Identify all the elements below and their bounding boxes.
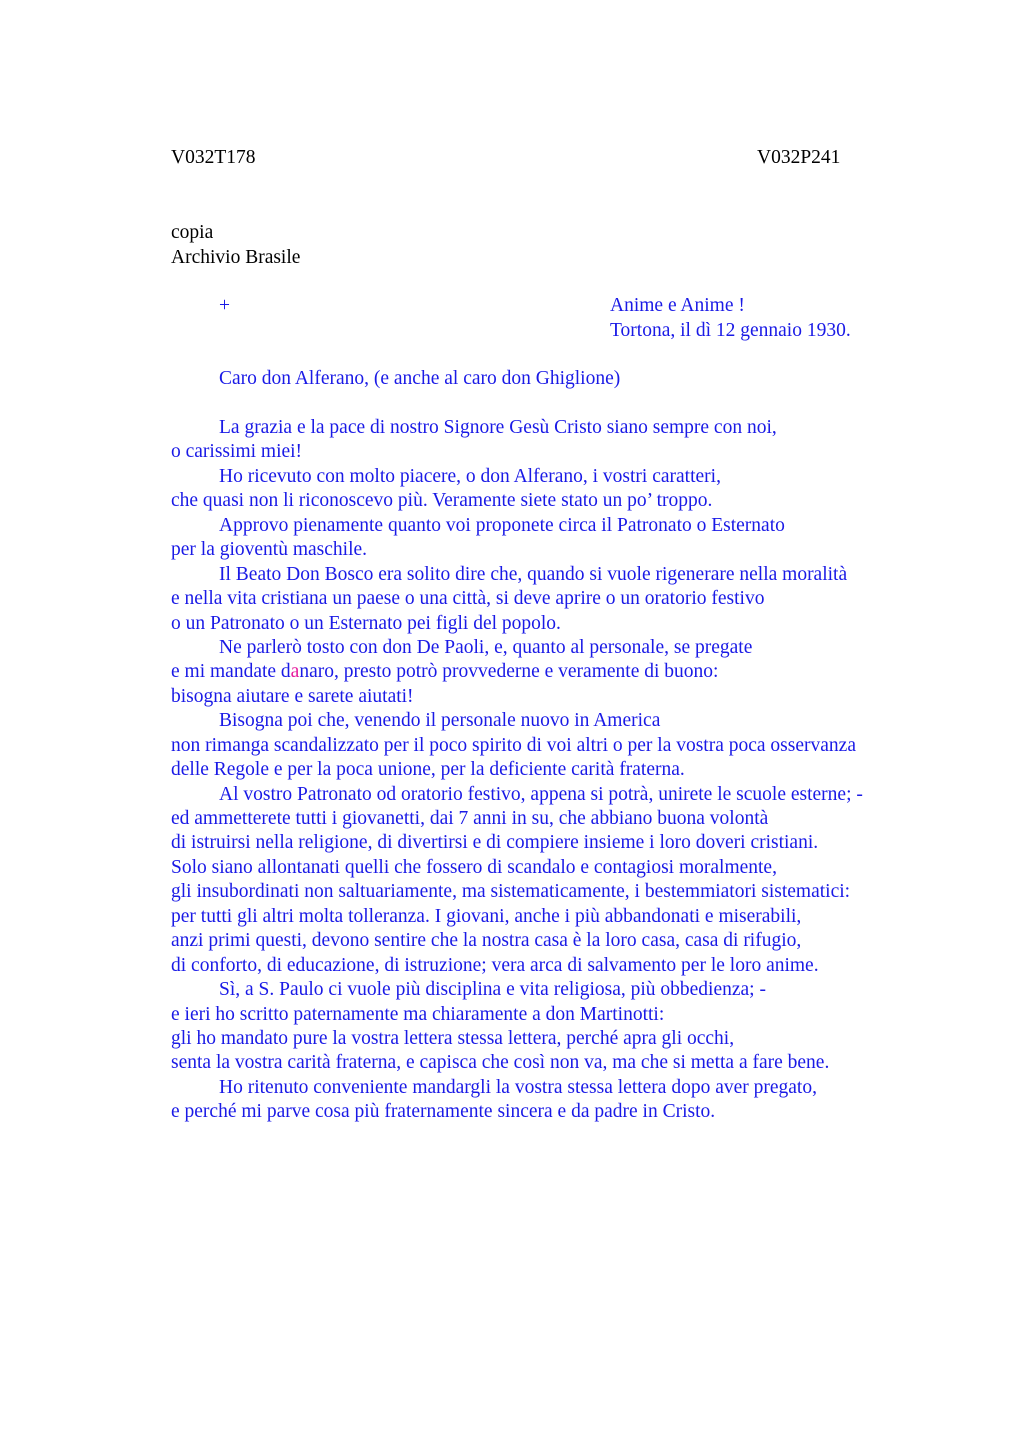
- text-line: che quasi non li riconoscevo più. Veramente siete stato un po’ troppo.: [171, 490, 713, 512]
- text-line: gli insubordinati non saltuariamente, ma sistematicamente, i bestemmiatori sistematici:: [171, 881, 851, 903]
- letter-body: [171, 416, 931, 1125]
- archive-location: Archivio Brasile: [171, 246, 301, 268]
- text-line: Al vostro Patronato od oratorio festivo, appena si potrà, unirete le scuole esterne; -: [219, 783, 863, 805]
- document-code-right: V032P241: [757, 147, 841, 168]
- text-line: Solo siano allontanati quelli che fossero di scandalo e contagiosi moralmente,: [171, 856, 777, 878]
- text-segment: naro, presto potrò provvederne e veramente di buono:: [299, 661, 719, 683]
- text-line: senta la vostra carità fraterna, e capisca che così non va, ma che si metta a fare bene.: [171, 1052, 830, 1074]
- text-line: di istruirsi nella religione, di divertirsi e di compiere insieme i loro doveri cristiani.: [171, 832, 819, 854]
- text-line: e nella vita cristiana un paese o una città, si deve aprire o un oratorio festivo: [171, 588, 765, 610]
- text-line: ed ammetterete tutti i giovanetti, dai 7 anni in su, che abbiano buona volontà: [171, 808, 769, 829]
- text-line: di conforto, di educazione, di istruzione; vera arca di salvamento per le loro anime.: [171, 954, 819, 976]
- archive-copy-label: copia: [171, 222, 214, 243]
- text-line: anzi primi questi, devono sentire che la nostra casa è la loro casa, casa di rifugio,: [171, 930, 802, 952]
- text-line: bisogna aiutare e sarete aiutati!: [171, 685, 414, 707]
- letter-salutation: Caro don Alferano, (e anche al caro don Ghiglione): [219, 368, 621, 389]
- text-line: La grazia e la pace di nostro Signore Gesù Cristo siano sempre con noi,: [219, 417, 777, 438]
- letter-heading: [610, 294, 851, 343]
- text-line: Ho ritenuto conveniente mandargli la vostra stessa lettera dopo aver pregato,: [219, 1076, 817, 1098]
- text-line: e perché mi parve cosa più fraternamente sincera e da padre in Cristo.: [171, 1101, 716, 1123]
- cross-symbol: +: [219, 295, 230, 316]
- text-line: o carissimi miei!: [171, 441, 303, 463]
- letter-motto: Anime e Anime !: [610, 295, 745, 316]
- text-line: Sì, a S. Paulo ci vuole più disciplina e vita religiosa, più obbedienza; -: [219, 979, 766, 1001]
- text-line: per tutti gli altri molta tolleranza. I giovani, anche i più abbandonati e miserabili,: [171, 905, 802, 927]
- highlighted-letter: a: [290, 661, 300, 683]
- text-line: Ne parlerò tosto con don De Paoli, e, quanto al personale, se pregate: [219, 636, 753, 658]
- document-code-left: V032T178: [171, 147, 256, 168]
- text-line: gli ho mandato pure la vostra lettera stessa lettera, perché apra gli occhi,: [171, 1027, 735, 1049]
- text-line: delle Regole e per la poca unione, per la deficiente carità fraterna.: [171, 759, 685, 781]
- text-line: non rimanga scandalizzato per il poco spirito di voi altri o per la vostra poca osservanza: [171, 734, 856, 756]
- text-line: Bisogna poi che, venendo il personale nuovo in America: [219, 710, 661, 732]
- archive-note: [171, 221, 300, 270]
- text-segment: e mi mandate d: [171, 661, 291, 683]
- text-line: per la gioventù maschile.: [171, 539, 368, 561]
- text-line: [171, 660, 931, 684]
- text-line: Il Beato Don Bosco era solito dire che, quando si vuole rigenerare nella moralità: [219, 563, 848, 585]
- letter-place-date: Tortona, il dì 12 gennaio 1930.: [610, 319, 851, 341]
- text-line: Ho ricevuto con molto piacere, o don Alferano, i vostri caratteri,: [219, 465, 721, 487]
- text-line: e ieri ho scritto paternamente ma chiaramente a don Martinotti:: [171, 1003, 665, 1025]
- text-line: o un Patronato o un Esternato pei figli del popolo.: [171, 612, 561, 634]
- text-line: Approvo pienamente quanto voi proponete circa il Patronato o Esternato: [219, 514, 785, 536]
